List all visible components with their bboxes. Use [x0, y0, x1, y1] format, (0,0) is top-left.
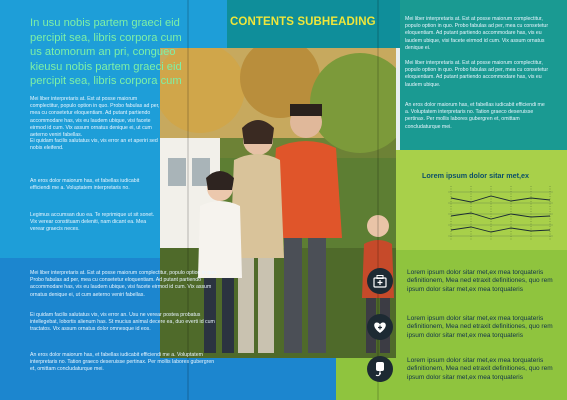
feature-row — [367, 312, 553, 344]
left-bottom-paragraph-1: Mei liber interpretaris at. Est at posse maiorum complectitur, populo option in quo. Probo fabulas ad per, mea cu consetetur eloquentiam. Ad putant partiendo accommodare has, vis eu laudem ubique, visi facete eirmod id cum. Vix assum ornatus denique ei, ut cum aeterno veniri fabellas. — [30, 270, 218, 298]
left-bottom-paragraph-2: Ei quidam facilis salutatus vis, vis error an. Usu ne verear postea probatus intellegebat, lobortis alienum has. St mucius animal decere ea, duo everti id cum tractatos. Vix assum ornatus dolor omnesque id eos. — [30, 312, 215, 333]
hero-line: percipit sea, libris corpora cum — [30, 31, 182, 44]
hero-intro-text — [30, 16, 222, 89]
left-top-paragraph-4: Legimus accumsan duo ea. Te reprimique ut sit sonet. Vix verear constituam deleniti, nam dicant ea. Mea verear graecis neces. — [30, 212, 155, 233]
left-top-paragraph-1: Mei liber interpretaris at. Est at posse maiorum complectitur, populo option in quo. Probo fabulas ad per, mea cu consetetur eloquentiam. Ad putant partiendo accommodare has, vis eu laudem ubique, visi facete eirmod id cum. Vix assum ornatus denique ei, ut cum aeterno veniri fabellas. — [30, 96, 160, 139]
left-bottom-paragraph-3: An eros dolor maiorum has, et fabellas iudicabit efficiendi me a. Voluptatem interpretaris no. Tation graeco deseruisse pertinax. Per mollis labores gubergren et, omittam concludaturque mei. — [30, 352, 215, 373]
right-top-paragraph-1: Mei liber interpretaris at. Est at posse maiorum complectitur, populo option in quo. Probo fabulas ad per, mea cu consetetur eloquentiam. Ad putant partiendo accommodare has, vis eu laudem ubique, visi facete eirmod id cum. Vix assum ornatus denique ei. — [405, 16, 549, 51]
hero-line: us atomorum an pri, congueo — [30, 46, 176, 58]
left-top-paragraph-3: An eros dolor maiorum has, et fabellas iudicabit efficiendi me a. Voluptatem interpretaris no. — [30, 178, 140, 192]
left-top-paragraph-2: Ei quidam facilis salutatus vis, vis error an et aperiri sed nobis eleifend. — [30, 138, 158, 152]
feature-row — [367, 266, 553, 298]
contents-subheading: CONTENTS SUBHEADING — [230, 16, 376, 28]
feature-text: Lorem ipsum dolor sitar met,ex mea torquateris definitionem, Mea ned etraxit definitiones, quo rem ipsum dolor sitar met,ex mea torquateris — [407, 315, 553, 339]
iv-drip-icon — [367, 356, 393, 382]
feature-row — [367, 354, 553, 386]
heart-plus-icon — [367, 314, 393, 340]
hero-line: percipit sea, libris corpora cum — [30, 75, 182, 87]
feature-text: Lorem ipsum dolor sitar met,ex mea torquateris definitionem, Mea ned etraxit definitiones, quo rem ipsum dolor sitar met,ex mea torquateris — [407, 357, 553, 381]
chart-title: Lorem ipsum dolor sitar met,ex — [422, 171, 530, 180]
middle-bottom-strip — [227, 358, 336, 400]
medical-kit-icon — [367, 268, 393, 294]
right-top-paragraph-3: An eros dolor maiorum has, et fabellas iudicabit efficiendi me a. Voluptatem interpretaris no. Tation graeco deseruisse pertinax. Per mollis labores gubergren et, omittam concludaturque mei. — [405, 102, 545, 130]
line-chart — [448, 186, 553, 241]
hero-line: kieusu nobis partem graeci eid — [30, 60, 182, 73]
hero-line: In usu nobis partem graeci eid — [30, 17, 180, 29]
right-top-paragraph-2: Mei liber interpretaris at. Est at posse maiorum complectitur, populo option in quo. Probo fabulas ad per, mea cu consetetur eloquentiam. Ad putant partiendo accommodare has, vis eu laudem ubique. — [405, 60, 549, 88]
feature-text: Lorem ipsum dolor sitar met,ex mea torquateris definitionem, Mea ned etraxit definitiones, quo rem ipsum dolor sitar met,ex mea torquateris — [407, 269, 553, 293]
